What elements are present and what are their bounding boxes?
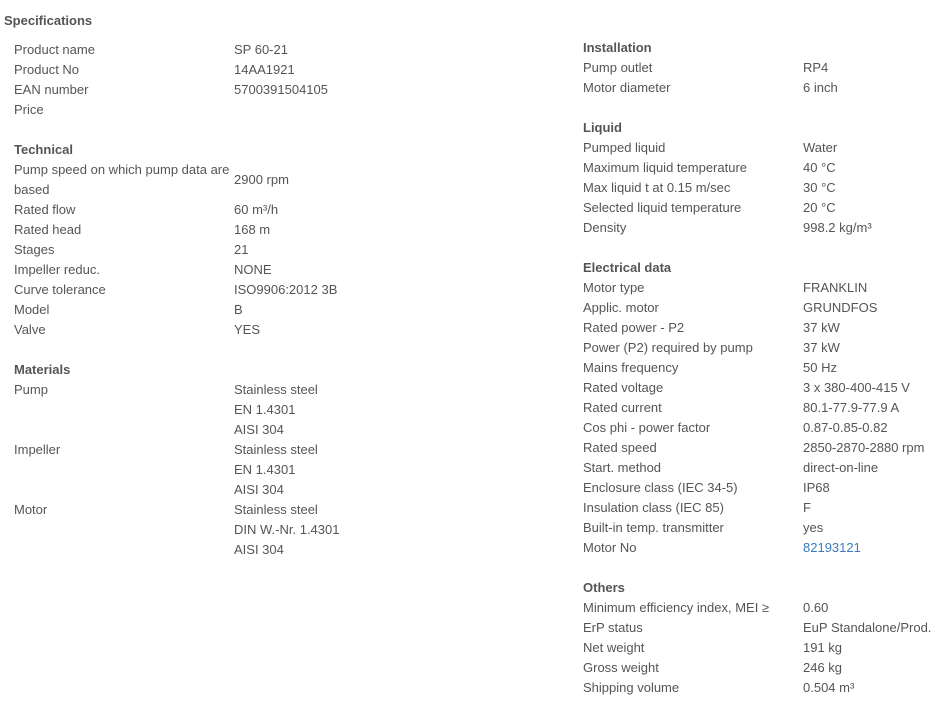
spec-label: Pump outlet (583, 60, 653, 75)
section-materials (14, 360, 554, 560)
spec-value (234, 80, 554, 100)
spec-value-line: Water (803, 140, 838, 155)
spec-label: Impeller reduc. (14, 262, 100, 277)
spec-value (234, 40, 554, 60)
section-technical (14, 140, 554, 340)
spec-label: Insulation class (IEC 85) (583, 500, 724, 515)
spec-value-line: SP 60-21 (234, 42, 288, 57)
spec-value (234, 380, 554, 440)
section-installation (583, 38, 949, 98)
spec-value-line: IP68 (803, 480, 830, 495)
spec-value (234, 300, 554, 320)
spec-value (234, 200, 554, 220)
spec-label: Density (583, 220, 627, 235)
spec-value (803, 398, 949, 418)
spec-label: Pump speed on which pump data are based (14, 162, 230, 197)
spec-value-line: FRANKLIN (803, 280, 868, 295)
spec-row (583, 478, 949, 498)
spec-value (234, 320, 554, 340)
spec-row (583, 218, 949, 238)
spec-value-line: RP4 (803, 60, 829, 75)
section-title: Technical (14, 142, 74, 157)
spec-row (583, 678, 949, 698)
spec-row (583, 618, 949, 638)
spec-row (583, 318, 949, 338)
spec-value-line: ISO9906:2012 3B (234, 282, 338, 297)
spec-row (583, 278, 949, 298)
spec-value-line: 5700391504105 (234, 82, 328, 97)
spec-value (803, 458, 949, 478)
spec-value-line: EN 1.4301 (234, 402, 296, 417)
spec-label: Net weight (583, 640, 645, 655)
spec-value-line: 50 Hz (803, 360, 837, 375)
spec-row (583, 638, 949, 658)
section-title: Materials (14, 362, 71, 377)
spec-value (803, 598, 949, 618)
spec-label: Applic. motor (583, 300, 659, 315)
spec-value (234, 60, 554, 80)
spec-value (803, 678, 949, 698)
spec-row (14, 440, 554, 500)
spec-value-line: EuP Standalone/Prod. (803, 620, 932, 635)
spec-value (234, 220, 554, 240)
spec-label: Rated head (14, 222, 82, 237)
section-others (583, 578, 949, 698)
spec-value (803, 298, 949, 318)
spec-value (803, 138, 949, 158)
spec-value (803, 218, 949, 238)
section-title: Installation (583, 40, 652, 55)
motor-no-link[interactable]: 82193121 (803, 540, 861, 555)
spec-value-line: 20 °C (803, 200, 836, 215)
spec-value-line: 14AA1921 (234, 62, 295, 77)
spec-label: Pumped liquid (583, 140, 666, 155)
spec-value (803, 58, 949, 78)
spec-row (583, 158, 949, 178)
section-spacer (14, 120, 554, 140)
spec-value-line: 37 kW (803, 340, 840, 355)
spec-label: Valve (14, 322, 46, 337)
spec-value-line: 998.2 kg/m³ (803, 220, 872, 235)
spec-value (803, 378, 949, 398)
section-spacer (583, 238, 949, 258)
spec-label: Max liquid t at 0.15 m/sec (583, 180, 731, 195)
spec-value-line: 191 kg (803, 640, 843, 655)
spec-label: Model (14, 302, 50, 317)
right-column (583, 38, 949, 698)
spec-row (583, 298, 949, 318)
spec-label: Built-in temp. transmitter (583, 520, 724, 535)
spec-value-line: 40 °C (803, 160, 836, 175)
spec-label: ErP status (583, 620, 643, 635)
spec-row (583, 518, 949, 538)
spec-value-line: 3 x 380-400-415 V (803, 380, 910, 395)
spec-value-line: yes (803, 520, 824, 535)
spec-label: Minimum efficiency index, MEI ≥ (583, 600, 770, 615)
spec-value (234, 260, 554, 280)
spec-label: Rated power - P2 (583, 320, 685, 335)
spec-label: Shipping volume (583, 680, 680, 695)
spec-value (234, 240, 554, 260)
spec-value (803, 518, 949, 538)
spec-value-line: 0.60 (803, 600, 829, 615)
spec-row (14, 500, 554, 560)
spec-value-line: 0.87-0.85-0.82 (803, 420, 888, 435)
spec-row (14, 300, 554, 320)
section-general (14, 40, 554, 120)
spec-value-line: 246 kg (803, 660, 843, 675)
spec-label: Enclosure class (IEC 34-5) (583, 480, 738, 495)
spec-row (583, 358, 949, 378)
spec-value (803, 478, 949, 498)
spec-row (14, 80, 554, 100)
spec-value-line: 0.504 m³ (803, 680, 855, 695)
spec-label: Pump (14, 382, 48, 397)
spec-label: Rated flow (14, 202, 76, 217)
spec-value (803, 198, 949, 218)
spec-row (14, 320, 554, 340)
spec-label: Rated voltage (583, 380, 664, 395)
spec-row (583, 398, 949, 418)
spec-label: Mains frequency (583, 360, 679, 375)
spec-label: Motor (14, 502, 48, 517)
spec-label: Motor type (583, 280, 645, 295)
spec-value (803, 178, 949, 198)
section-liquid (583, 118, 949, 238)
spec-label: Product No (14, 62, 80, 77)
spec-row (583, 198, 949, 218)
spec-label: Price (14, 102, 44, 117)
spec-label: Maximum liquid temperature (583, 160, 748, 175)
spec-value-line: EN 1.4301 (234, 462, 296, 477)
section-title: Liquid (583, 120, 622, 135)
spec-label: EAN number (14, 82, 89, 97)
spec-label: Motor No (583, 540, 637, 555)
spec-value (803, 638, 949, 658)
spec-value (803, 498, 949, 518)
spec-row (14, 240, 554, 260)
spec-value-line: DIN W.-Nr. 1.4301 (234, 522, 340, 537)
spec-value (803, 278, 949, 298)
spec-row (14, 160, 554, 200)
spec-value-line: 37 kW (803, 320, 840, 335)
spec-label: Power (P2) required by pump (583, 340, 753, 355)
spec-label: Motor diameter (583, 80, 671, 95)
section-title: Others (583, 580, 625, 595)
spec-value-line: 60 m³/h (234, 202, 279, 217)
spec-row (583, 598, 949, 618)
spec-label: Selected liquid temperature (583, 200, 742, 215)
spec-value-line: 80.1-77.9-77.9 A (803, 400, 900, 415)
spec-value (803, 78, 949, 98)
spec-value (234, 500, 554, 560)
spec-value (803, 418, 949, 438)
spec-row (14, 380, 554, 440)
spec-row (14, 100, 554, 120)
spec-row (14, 280, 554, 300)
spec-row (583, 378, 949, 398)
spec-label: Cos phi - power factor (583, 420, 711, 435)
spec-value-line: F (803, 500, 811, 515)
spec-value (234, 440, 554, 500)
spec-value (803, 358, 949, 378)
spec-row (583, 658, 949, 678)
spec-row (583, 178, 949, 198)
spec-value-line: Stainless steel (234, 502, 318, 517)
spec-row (583, 458, 949, 478)
spec-row (583, 538, 949, 558)
spec-label: Gross weight (583, 660, 659, 675)
spec-value-line: NONE (234, 262, 272, 277)
spec-value (803, 158, 949, 178)
page-title: Specifications (4, 13, 93, 28)
spec-row (583, 338, 949, 358)
spec-row (583, 58, 949, 78)
spec-row (583, 78, 949, 98)
spec-row (14, 220, 554, 240)
section-electrical-data (583, 258, 949, 558)
spec-label: Impeller (14, 442, 61, 457)
spec-value-line: 2850-2870-2880 rpm (803, 440, 925, 455)
spec-value-line: 30 °C (803, 180, 836, 195)
left-column (14, 40, 554, 560)
spec-row (583, 418, 949, 438)
section-title: Electrical data (583, 260, 672, 275)
spec-row (583, 498, 949, 518)
spec-value-line: AISI 304 (234, 542, 284, 557)
spec-row (14, 60, 554, 80)
spec-value (234, 280, 554, 300)
spec-label: Rated current (583, 400, 662, 415)
spec-value (234, 100, 554, 120)
spec-value (803, 318, 949, 338)
spec-value-line: GRUNDFOS (803, 300, 878, 315)
section-spacer (14, 340, 554, 360)
spec-row (583, 138, 949, 158)
spec-label: Rated speed (583, 440, 657, 455)
spec-value-line: 21 (234, 242, 249, 257)
spec-value (803, 338, 949, 358)
section-spacer (583, 98, 949, 118)
spec-row (583, 438, 949, 458)
spec-row (14, 200, 554, 220)
spec-label: Stages (14, 242, 55, 257)
spec-value-line: 6 inch (803, 80, 838, 95)
spec-value (234, 160, 554, 200)
spec-value (803, 658, 949, 678)
spec-value-line: AISI 304 (234, 422, 284, 437)
spec-row (14, 260, 554, 280)
section-spacer (583, 558, 949, 578)
spec-value (803, 538, 949, 558)
spec-label: Curve tolerance (14, 282, 106, 297)
spec-label: Start. method (583, 460, 662, 475)
spec-value-line: YES (234, 322, 261, 337)
spec-value-line: Stainless steel (234, 442, 318, 457)
spec-value-line: 168 m (234, 222, 271, 237)
spec-value-line: AISI 304 (234, 482, 284, 497)
spec-value-line: B (234, 302, 243, 317)
spec-value-line: Stainless steel (234, 382, 318, 397)
spec-value (803, 618, 949, 638)
spec-value-line: direct-on-line (803, 460, 879, 475)
spec-value (803, 438, 949, 458)
spec-value-line: 2900 rpm (234, 172, 289, 187)
spec-row (14, 40, 554, 60)
spec-label: Product name (14, 42, 95, 57)
